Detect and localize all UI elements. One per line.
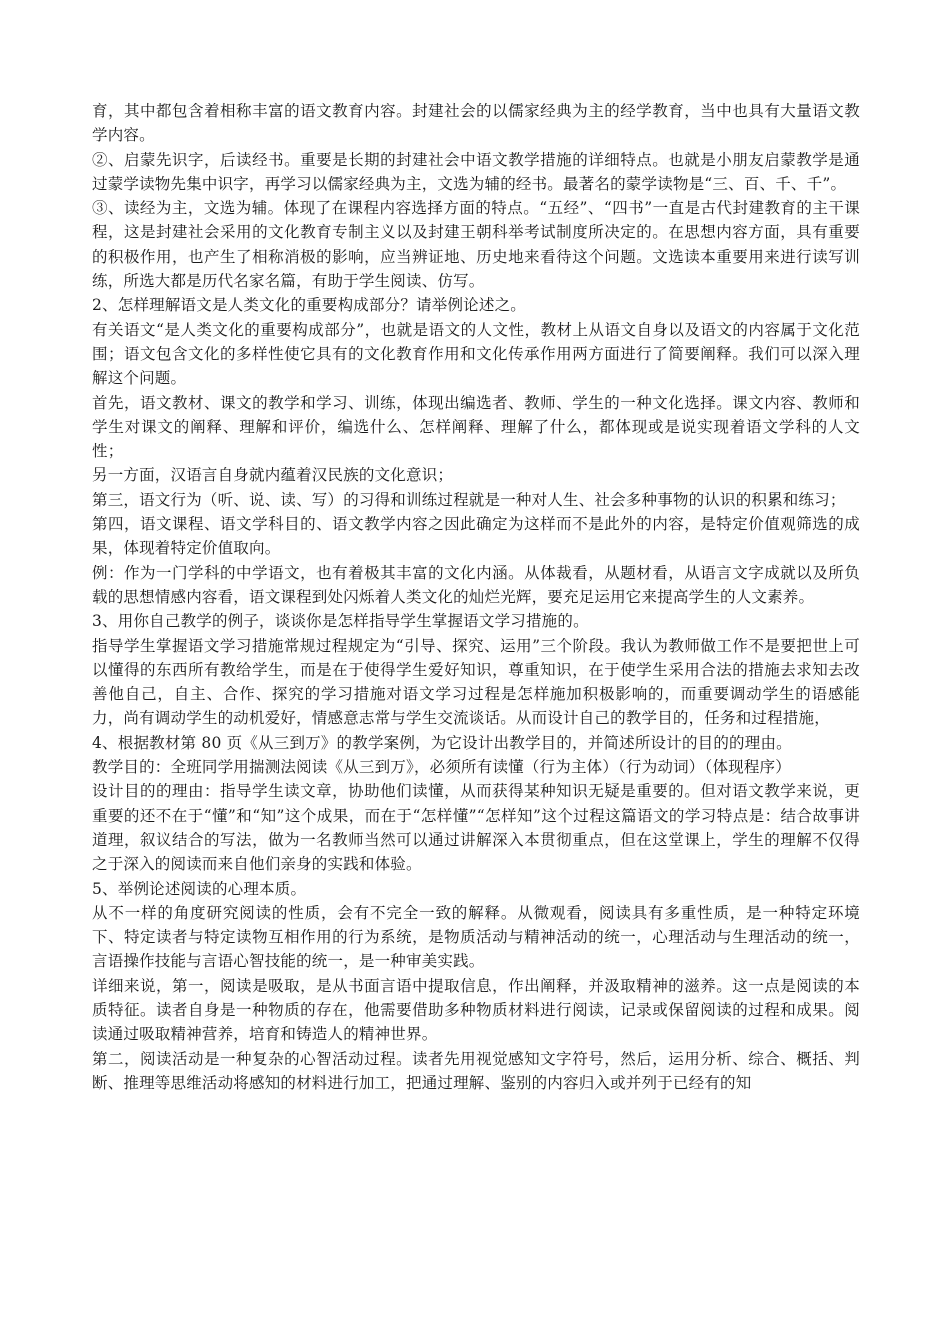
paragraph: 第四，语文课程、语文学科目的、语文教学内容之因此确定为这样而不是此外的内容，是特定价值观筛选的成果，体现着特定价值取向。 <box>92 515 860 558</box>
paragraph: 另一方面，汉语言自身就内蕴着汉民族的文化意识； <box>92 466 454 485</box>
paragraph: 从不一样的角度研究阅读的性质，会有不完全一致的解释。从微观看，阅读具有多重性质，是一种特定环境下、特定读者与特定读物互相作用的行为系统，是物质活动与精神活动的统一，心理活动与生理活动的统一，言语操作技能与言语心智技能的统一，是一种审美实践。 <box>92 903 860 971</box>
paragraph: 有关语文“是人类文化的重要构成部分”，也就是语文的人文性，教材上从语文自身以及语文的内容属于文化范围；语文包含文化的多样性使它具有的文化教育作用和文化传承作用两方面进行了简要阐释。我们可以深入理解这个问题。 <box>92 320 860 388</box>
paragraph: 详细来说，第一，阅读是吸取，是从书面言语中提取信息，作出阐释，并汲取精神的滋养。这一点是阅读的本质特征。读者自身是一种物质的存在，他需要借助多种物质材料进行阅读，记录或保留阅读的过程和成果。阅读通过吸取精神营养，培育和铸造人的精神世界。 <box>92 976 860 1044</box>
paragraph: ②、启蒙先识字，后读经书。重要是长期的封建社会中语文教学措施的详细特点。也就是小朋友启蒙教学是通过蒙学读物先集中识字，再学习以儒家经典为主，文选为辅的经书。最著名的蒙学读物是“三、百、千、千”。 <box>92 150 860 193</box>
question-heading: 4、根据教材第 80 页《从三到万》的教学案例，为它设计出教学目的，并简述所设计的目的的理由。 <box>92 733 792 752</box>
paragraph: 第三，语文行为（听、说、读、写）的习得和训练过程就是一种对人生、社会多种事物的认识的积累和练习； <box>92 490 846 509</box>
paragraph: 教学目的：全班同学用揣测法阅读《从三到万》，必须所有读懂（行为主体）（行为动词）（体现程序） <box>92 758 791 777</box>
document-body <box>92 99 860 1095</box>
question-heading: 3、用你自己教学的例子，谈谈你是怎样指导学生掌握语文学习措施的。 <box>92 612 589 631</box>
question-heading: 5、举例论述阅读的心理本质。 <box>92 879 307 898</box>
paragraph: 首先，语文教材、课文的教学和学习、训练，体现出编选者、教师、学生的一种文化选择。课文内容、教师和学生对课文的阐释、理解和评价，编选什么、怎样阐释、理解了什么，都体现或是说实现着语文学科的人文性； <box>92 393 860 461</box>
paragraph: 例：作为一门学科的中学语文，也有着极其丰富的文化内涵。从体裁看，从题材看，从语言文字成就以及所负载的思想情感内容看，语文课程到处闪烁着人类文化的灿烂光辉，要充足运用它来提高学生的人文素养。 <box>92 563 860 606</box>
paragraph: 指导学生掌握语文学习措施常规过程规定为“引导、探究、运用”三个阶段。我认为教师做工作不是要把世上可以懂得的东西所有教给学生，而是在于使得学生爱好知识，尊重知识，在于使学生采用合法的措施去求知去改善他自己，自主、合作、探究的学习措施对语文学习过程是怎样施加积极影响的，而重要调动学生的语感能力，尚有调动学生的动机爱好，情感意志常与学生交流谈话。从而设计自己的教学目的，任务和过程措施， <box>92 636 860 728</box>
paragraph: 第二，阅读活动是一种复杂的心智活动过程。读者先用视觉感知文字符号，然后，运用分析、综合、概括、判断、推理等思维活动将感知的材料进行加工，把通过理解、鉴别的内容归入或并列于已经有的知 <box>92 1049 860 1092</box>
paragraph: ③、读经为主，文选为辅。体现了在课程内容选择方面的特点。“五经”、“四书”一直是古代封建教育的主干课程，这是封建社会采用的文化教育专制主义以及封建王朝科举考试制度所决定的。在思想内容方面，具有重要的积极作用，也产生了相称消极的影响，应当辨证地、历史地来看待这个问题。文选读本重要用来进行读写训练，所选大都是历代名家名篇，有助于学生阅读、仿写。 <box>92 199 860 291</box>
question-heading: 2、怎样理解语文是人类文化的重要构成部分？请举例论述之。 <box>92 296 526 315</box>
paragraph: 育，其中都包含着相称丰富的语文教育内容。封建社会的以儒家经典为主的经学教育，当中也具有大量语文教学内容。 <box>92 102 860 145</box>
paragraph: 设计目的的理由：指导学生读文章，协助他们读懂，从而获得某种知识无疑是重要的。但对语文教学来说，更重要的还不在于“懂”和“知”这个成果，而在于“怎样懂”“怎样知”这个过程这篇语文的学习特点是：结合故事讲道理，叙议结合的写法，做为一名教师当然可以通过讲解深入本贯彻重点，但在这堂课上，学生的理解不仅得之于深入的阅读而来自他们亲身的实践和体验。 <box>92 782 860 874</box>
